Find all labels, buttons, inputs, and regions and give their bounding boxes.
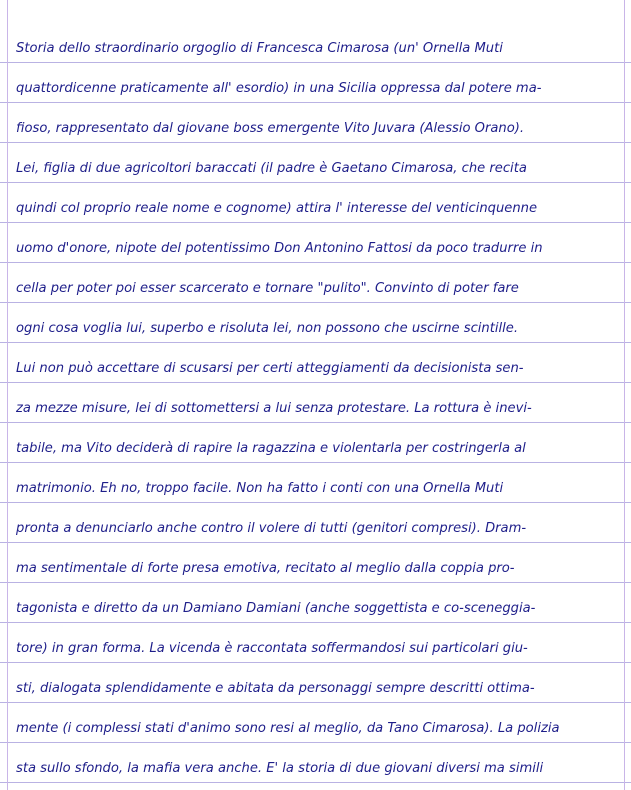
text-line-4: Lei, figlia di due agricoltori baraccati (il padre è Gaetano Cimarosa, che recita <box>16 161 527 176</box>
text-line-1: Storia dello straordinario orgoglio di Francesca Cimarosa (un' Ornella Muti <box>16 41 503 56</box>
text-line-5: quindi col proprio reale nome e cognome) attira l' interesse del venticinquenne <box>16 201 538 216</box>
text-line-13: pronta a denunciarlo anche contro il volere di tutti (genitori compresi). Dram- <box>16 521 527 536</box>
text-line-6: uomo d'onore, nipote del potentissimo Don Antonino Fattosi da poco tradurre in <box>16 241 543 256</box>
text-line-2: quattordicenne praticamente all' esordio) in una Sicilia oppressa dal potere ma- <box>16 81 542 96</box>
text-line-16: tore) in gran forma. La vicenda è raccontata soffermandosi sui particolari giu- <box>16 641 528 656</box>
handwritten-text <box>16 29 628 789</box>
text-line-18: mente (i complessi stati d'animo sono resi al meglio, da Tano Cimarosa). La polizia <box>16 721 560 736</box>
text-line-11: tabile, ma Vito deciderà di rapire la ragazzina e violentarla per costringerla al <box>16 441 526 456</box>
text-line-12: matrimonio. Eh no, troppo facile. Non ha fatto i conti con una Ornella Muti <box>16 481 504 496</box>
text-line-19: sta sullo sfondo, la mafia vera anche. E' la storia di due giovani diversi ma simili <box>16 761 544 776</box>
left-margin-line <box>7 0 8 790</box>
text-line-17: sti, dialogata splendidamente e abitata da personaggi sempre descritti ottima- <box>16 681 535 696</box>
text-line-10: za mezze misure, lei di sottomettersi a lui senza protestare. La rottura è inevi- <box>16 401 532 416</box>
text-line-3: fioso, rappresentato dal giovane boss emergente Vito Juvara (Alessio Orano). <box>16 121 525 136</box>
text-line-14: ma sentimentale di forte presa emotiva, recitato al meglio dalla coppia pro- <box>16 561 515 576</box>
text-line-7: cella per poter poi esser scarcerato e tornare "pulito". Convinto di poter fare <box>16 281 519 296</box>
text-line-15: tagonista e diretto da un Damiano Damiani (anche soggettista e co-sceneggia- <box>16 601 536 616</box>
text-line-9: Lui non può accettare di scusarsi per certi atteggiamenti da decisionista sen- <box>16 361 524 376</box>
text-line-8: ogni cosa voglia lui, superbo e risoluta lei, non possono che uscirne scintille. <box>16 321 519 336</box>
